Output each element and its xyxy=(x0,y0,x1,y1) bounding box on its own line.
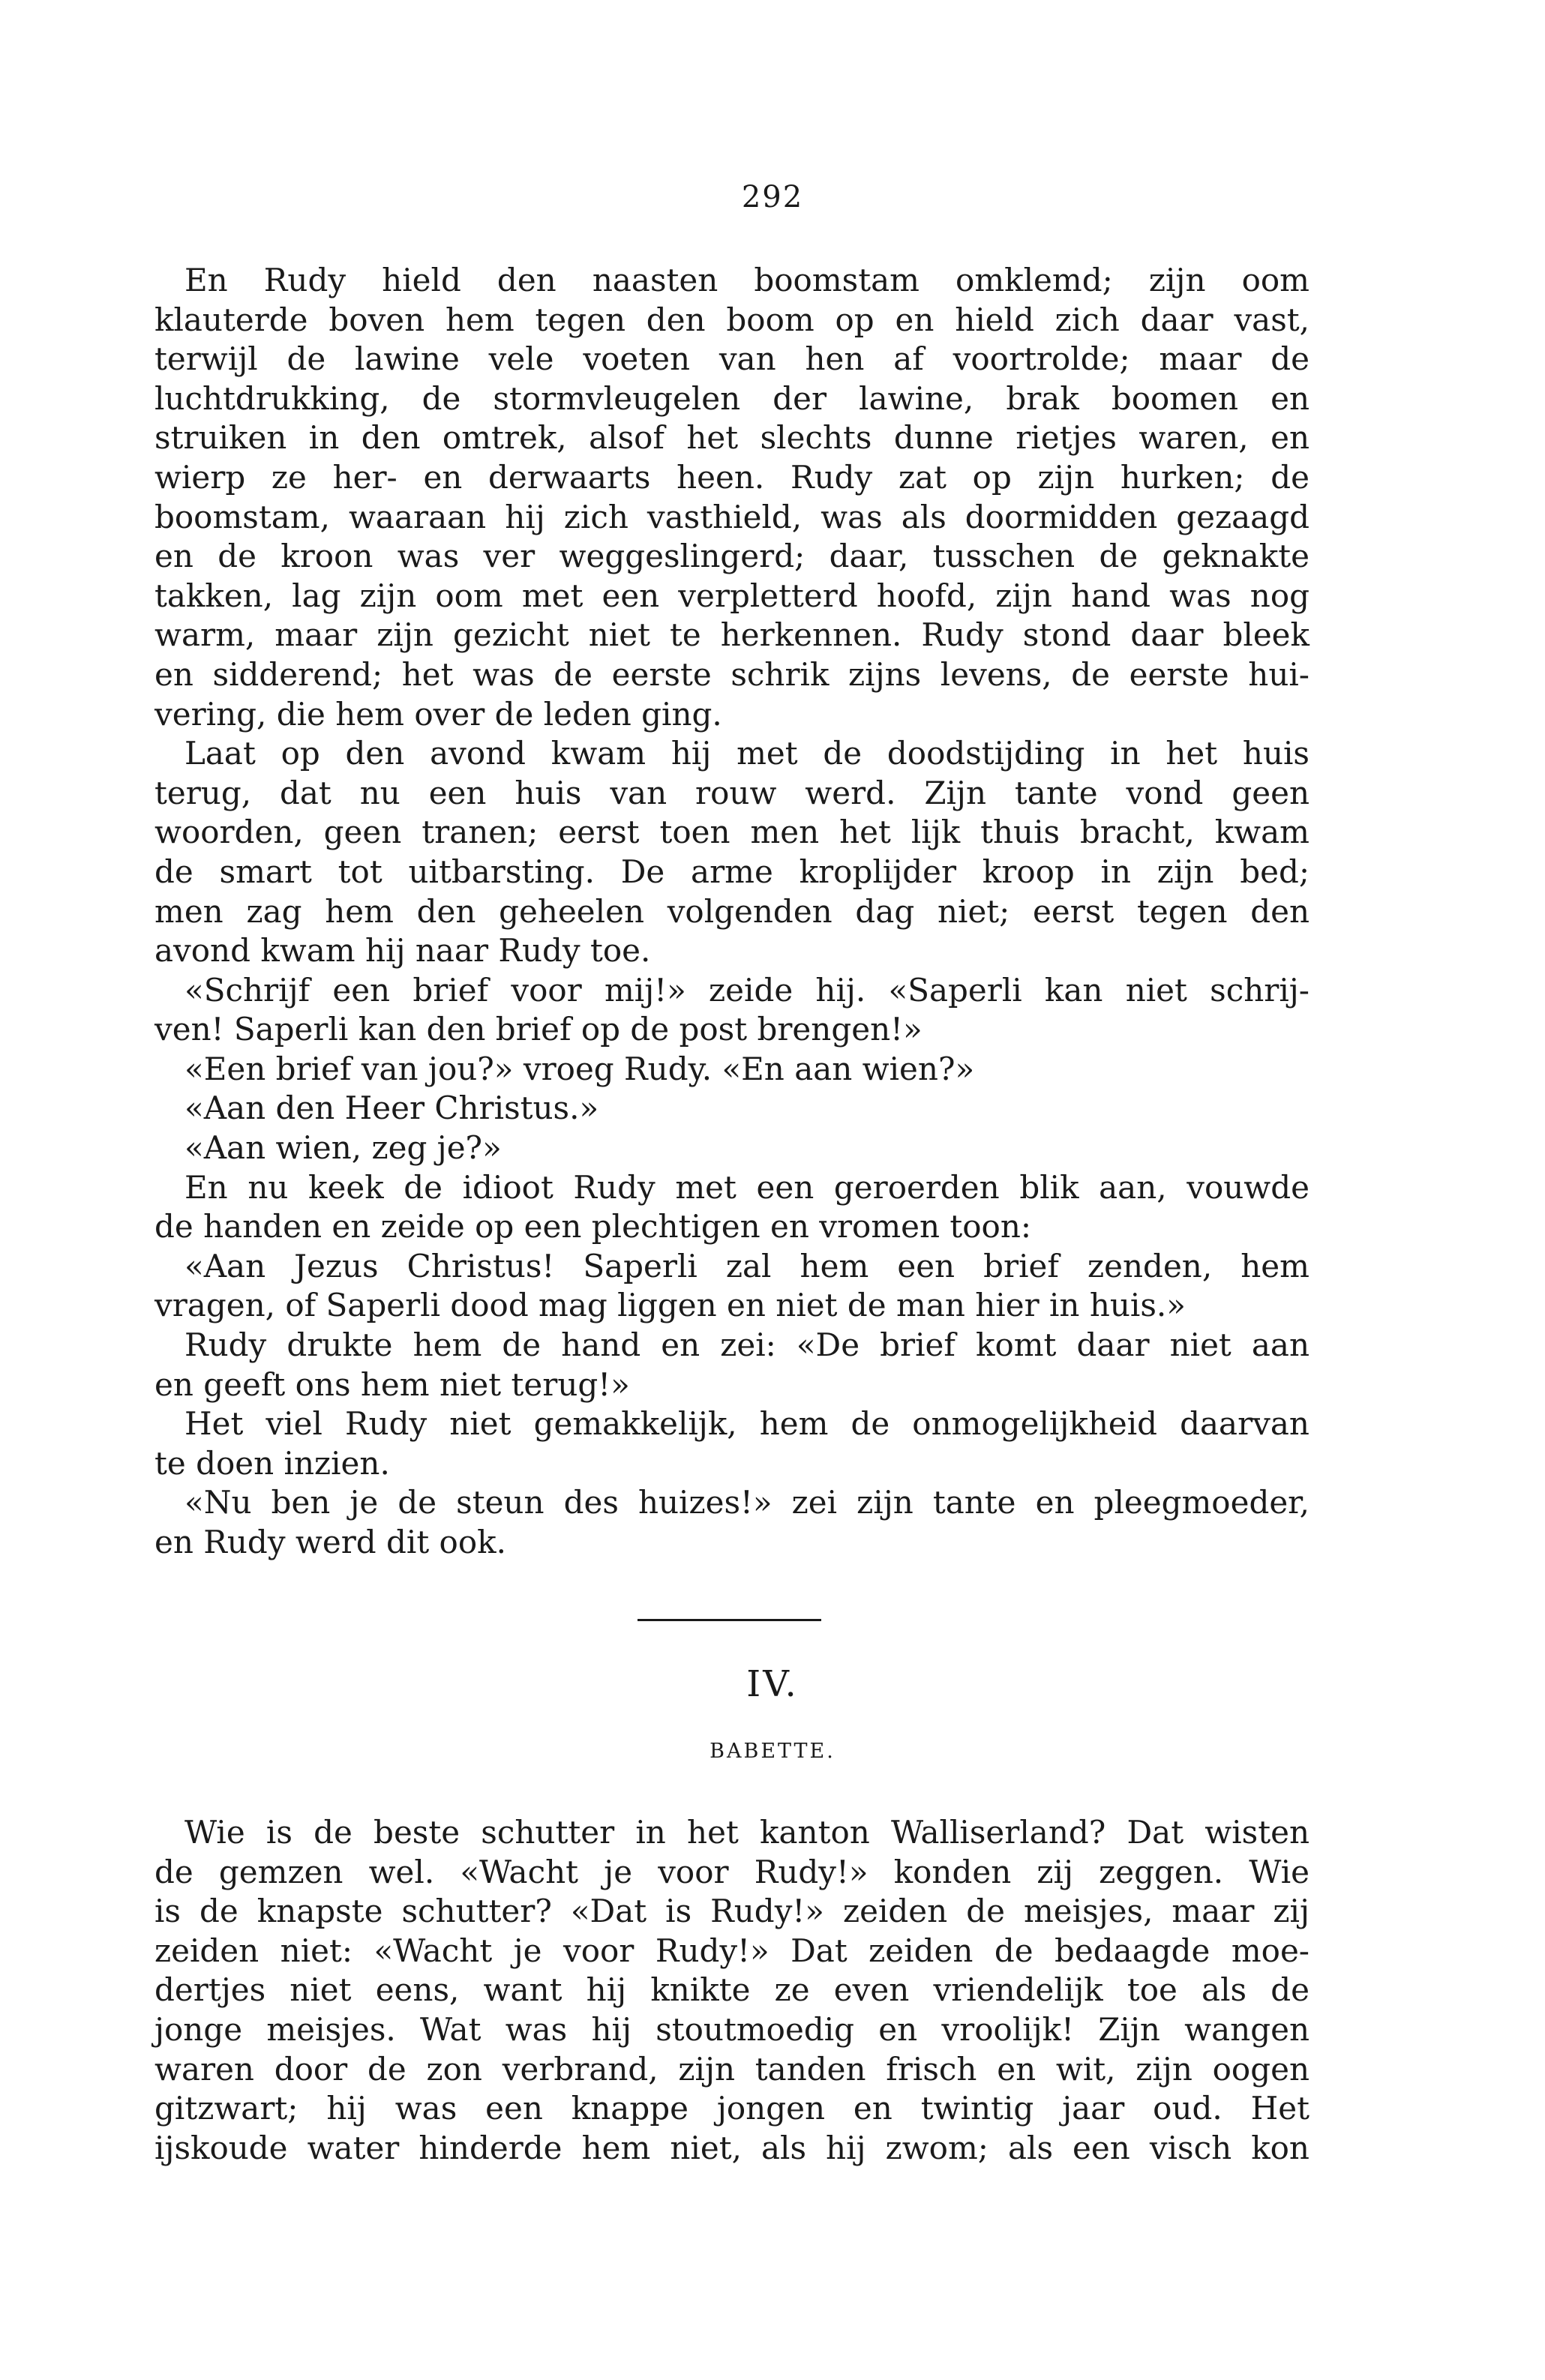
text-line: vragen, of Saperli dood mag liggen en niet de man hier in huis.» xyxy=(154,1287,1186,1324)
text-line: boomstam, waaraan hij zich vasthield, was als doormidden gezaagd xyxy=(154,498,1310,535)
text-line: terug, dat nu een huis van rouw werd. Zijn tante vond geen xyxy=(154,774,1310,811)
text-line: warm, maar zijn gezicht niet te herkennen. Rudy stond daar bleek xyxy=(154,616,1310,654)
text-line: Wie is de beste schutter in het kanton Walliserland? Dat wisten xyxy=(184,1814,1310,1851)
text-line: te doen inzien. xyxy=(154,1444,390,1482)
text-line: Het viel Rudy niet gemakkelijk, hem de onmogelijkheid daarvan xyxy=(184,1405,1310,1443)
text-line: luchtdrukking, de stormvleugelen der lawine, brak boomen en xyxy=(154,379,1310,417)
body-text-chapter-opening xyxy=(154,1813,1310,2168)
text-line: avond kwam hij naar Rudy toe. xyxy=(154,932,651,970)
page-number: 292 xyxy=(741,180,804,214)
text-line: «Aan wien, zeg je?» xyxy=(184,1129,502,1167)
text-line: de gemzen wel. «Wacht je voor Rudy!» konden zij zeggen. Wie xyxy=(154,1853,1310,1890)
text-line: terwijl de lawine vele voeten van hen af voortrolde; maar de xyxy=(154,340,1310,378)
text-line: takken, lag zijn oom met een verpletterd hoofd, zijn hand was nog xyxy=(154,577,1310,614)
chapter-number: IV. xyxy=(746,1663,799,1705)
text-line: en de kroon was ver weggeslingerd; daar, tusschen de geknakte xyxy=(154,538,1310,575)
text-line: Rudy drukte hem de hand en zei: «De brief komt daar niet aan xyxy=(184,1326,1310,1364)
text-line: en Rudy werd dit ook. xyxy=(154,1524,506,1560)
text-line: «Aan Jezus Christus! Saperli zal hem een brief zenden, hem xyxy=(184,1247,1310,1284)
text-line: struiken in den omtrek, alsof het slechts dunne rietjes waren, en xyxy=(154,419,1310,457)
text-line: jonge meisjes. Wat was hij stoutmoedig en vroolijk! Zijn wangen xyxy=(154,2010,1310,2048)
text-line: wierp ze her- en derwaarts heen. Rudy zat op zijn hurken; de xyxy=(154,458,1310,496)
text-line: «Een brief van jou?» vroeg Rudy. «En aan wien?» xyxy=(184,1050,975,1087)
text-line: Laat op den avond kwam hij met de doodstijding in het huis xyxy=(184,735,1310,772)
text-line: klauterde boven hem tegen den boom op en hield zich daar vast, xyxy=(154,301,1310,338)
text-line: is de knapste schutter? «Dat is Rudy!» zeiden de meisjes, maar zij xyxy=(154,1893,1310,1930)
text-line: de handen en zeide op een plechtigen en vromen toon: xyxy=(154,1208,1032,1245)
text-line: ijskoude water hinderde hem niet, als hij zwom; als een visch kon xyxy=(154,2129,1310,2166)
text-line: woorden, geen tranen; eerst toen men het lijk thuis bracht, kwam xyxy=(154,814,1310,851)
text-line: ven! Saperli kan den brief op de post brengen!» xyxy=(154,1011,922,1048)
text-line: waren door de zon verbrand, zijn tanden frisch en wit, zijn oogen xyxy=(154,2050,1310,2088)
text-line: vering, die hem over de leden ging. xyxy=(154,695,722,733)
text-line: men zag hem den geheelen volgenden dag niet; eerst tegen den xyxy=(154,892,1310,930)
text-line: zeiden niet: «Wacht je voor Rudy!» Dat zeiden de bedaagde moe- xyxy=(154,1932,1310,1969)
text-line: gitzwart; hij was een knappe jongen en twintig jaar oud. Het xyxy=(154,2090,1310,2127)
body-text-before-chapter xyxy=(154,261,1310,1563)
text-line: «Schrijf een brief voor mij!» zeide hij. «Saperli kan niet schrij- xyxy=(184,971,1310,1009)
text-line: en sidderend; het was de eerste schrik zijns levens, de eerste hui- xyxy=(154,655,1310,693)
section-divider xyxy=(638,1619,821,1621)
text-line: en geeft ons hem niet terug!» xyxy=(154,1365,630,1403)
text-line: En Rudy hield den naasten boomstam omklemd; zijn oom xyxy=(184,262,1310,298)
text-line: dertjes niet eens, want hij knikte ze even vriendelijk toe als de xyxy=(154,1971,1310,2009)
chapter-title: BABETTE. xyxy=(710,1740,836,1763)
text-line: «Aan den Heer Christus.» xyxy=(184,1090,599,1127)
text-line: En nu keek de idioot Rudy met een geroerden blik aan, vouwde xyxy=(184,1168,1310,1206)
text-line: de smart tot uitbarsting. De arme kroplijder kroop in zijn bed; xyxy=(154,853,1310,890)
text-line: «Nu ben je de steun des huizes!» zei zijn tante en pleegmoeder, xyxy=(184,1484,1310,1521)
